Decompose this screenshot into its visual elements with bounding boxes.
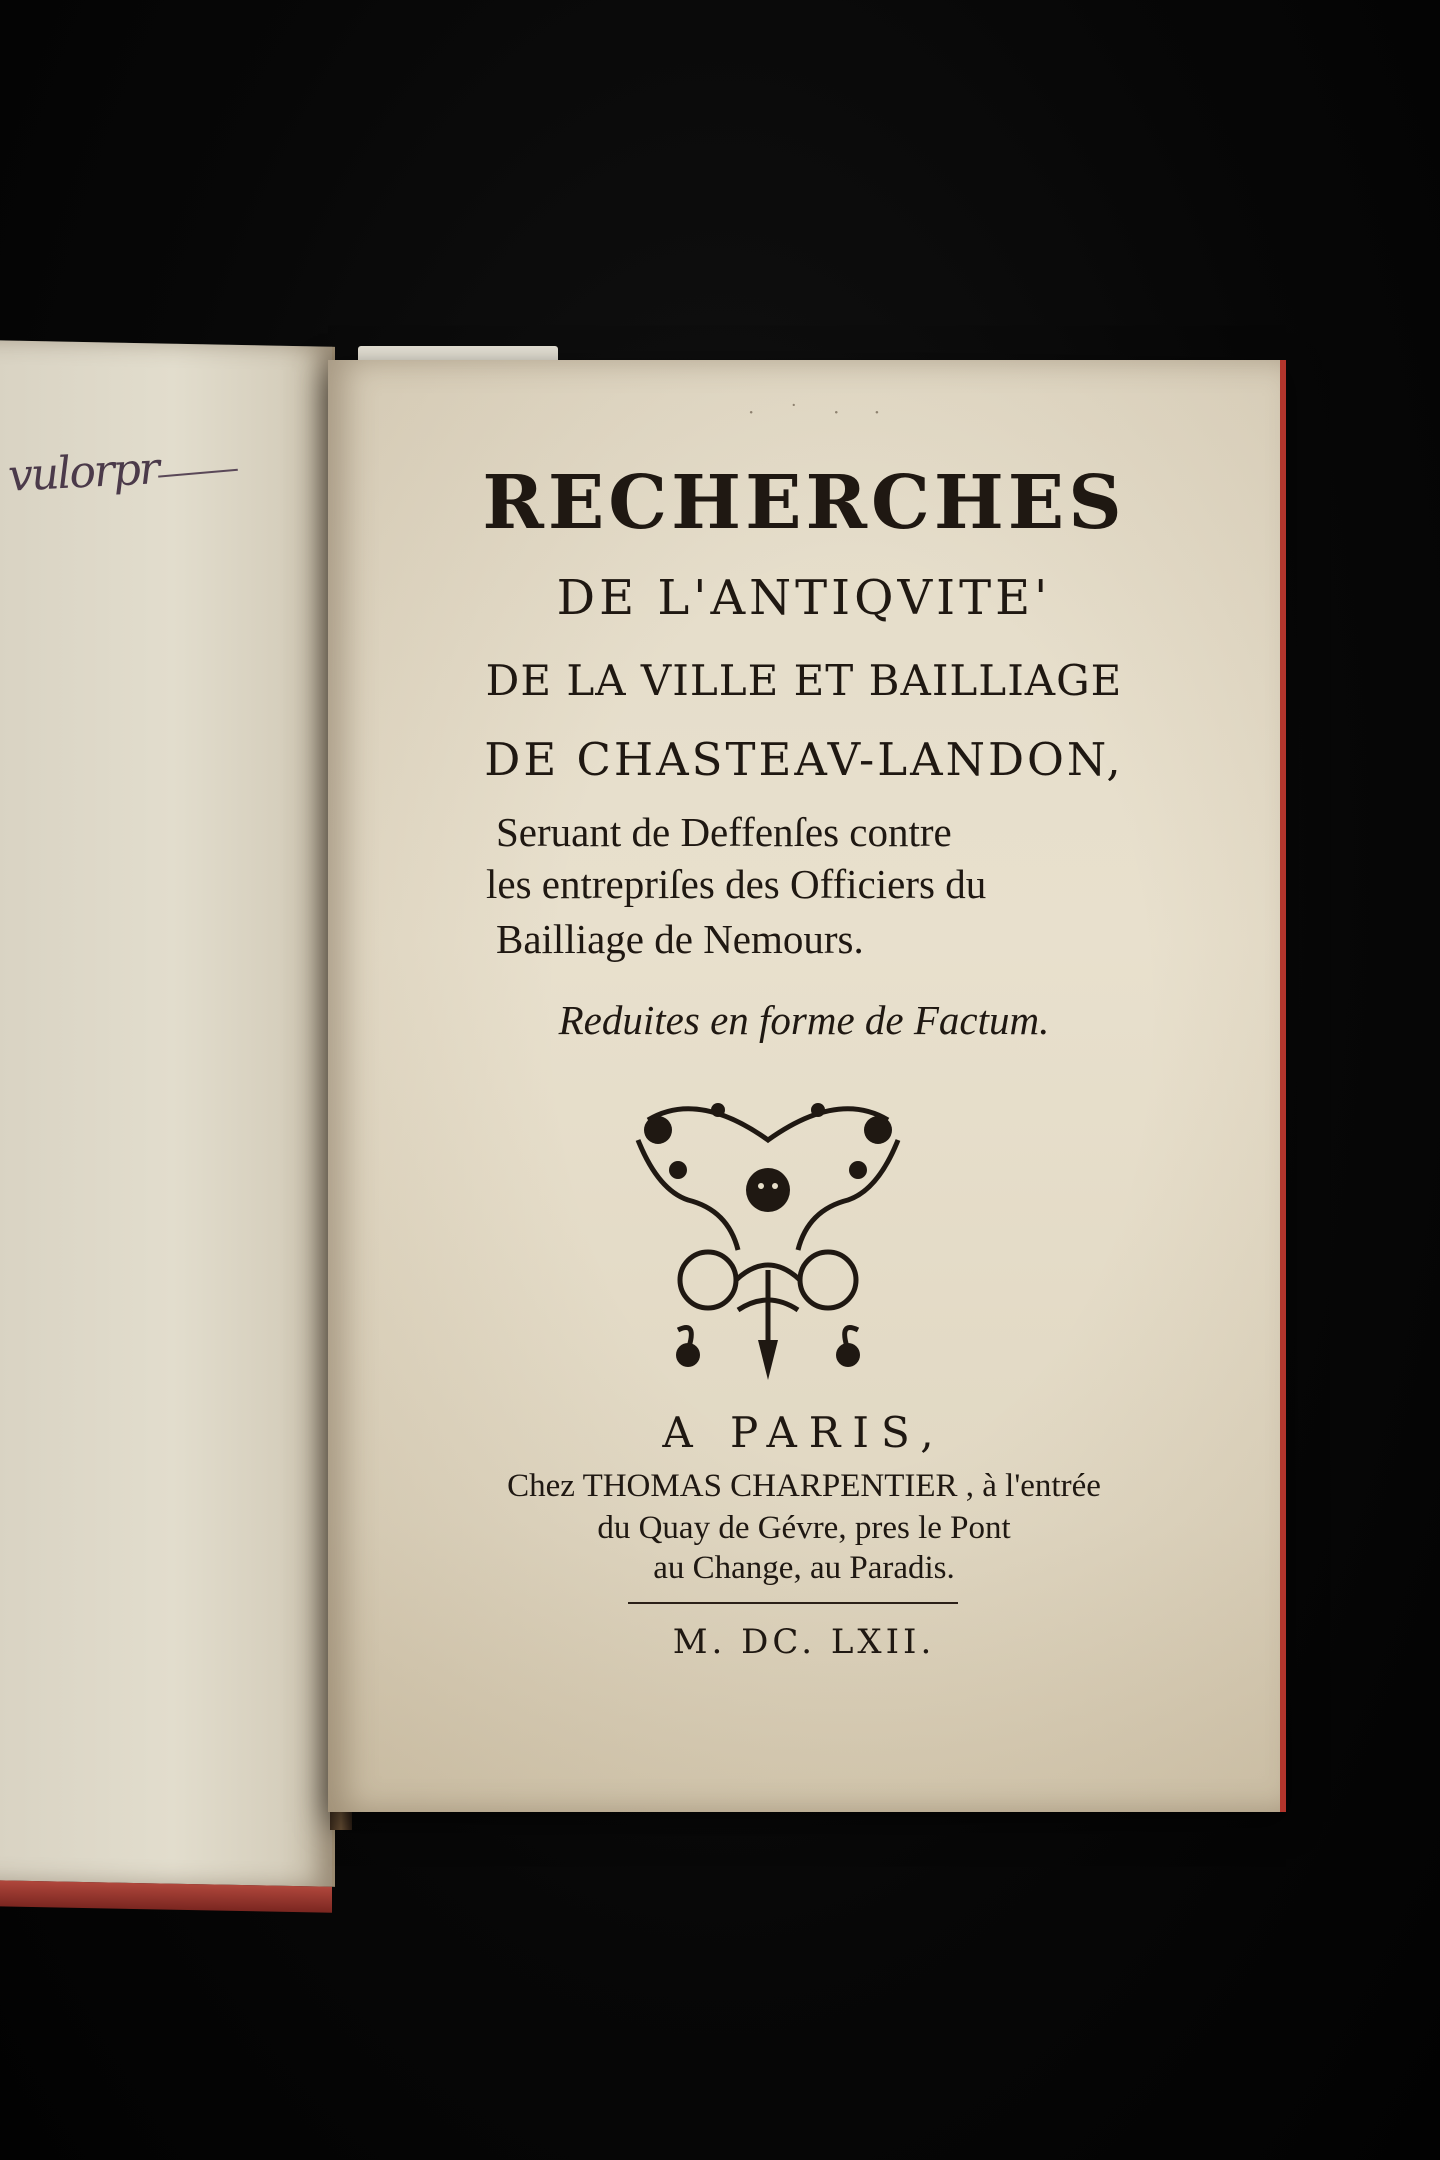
- title-page: [328, 360, 1286, 1812]
- left-page: [0, 340, 335, 1887]
- imprint-line-1: Chez THOMAS CHARPENTIER , à l'entrée: [507, 1468, 1101, 1504]
- title-line-5: Seruant de Deffenſes contre: [496, 809, 952, 855]
- title-line-3: DE LA VILLE ET BAILLIAGE: [485, 656, 1123, 705]
- ink-stroke: [158, 469, 238, 478]
- imprint-line-3: au Change, au Paradis.: [653, 1550, 955, 1586]
- horizontal-rule: [628, 1602, 958, 1604]
- imprint-date: M. DC. LXII.: [672, 1622, 936, 1662]
- foxing-marks: · ˙ · ·: [748, 400, 895, 424]
- imprint-line-2: du Quay de Gévre, pres le Pont: [597, 1510, 1011, 1546]
- title-line-7: Bailliage de Nemours.: [496, 916, 864, 962]
- title-line-6: les entrepriſes des Officiers du: [486, 861, 987, 907]
- subtitle: Reduites en forme de Factum.: [558, 997, 1050, 1043]
- woodcut-ornament-icon: [618, 1080, 918, 1390]
- title-line-2: DE L'ANTIQVITE': [556, 570, 1052, 626]
- handwritten-note: vulorpr: [6, 443, 160, 502]
- title-line-4: DE CHASTEAV-LANDON,: [484, 733, 1124, 786]
- imprint-city: A PARIS,: [662, 1408, 946, 1457]
- title-main: RECHERCHES: [482, 460, 1126, 546]
